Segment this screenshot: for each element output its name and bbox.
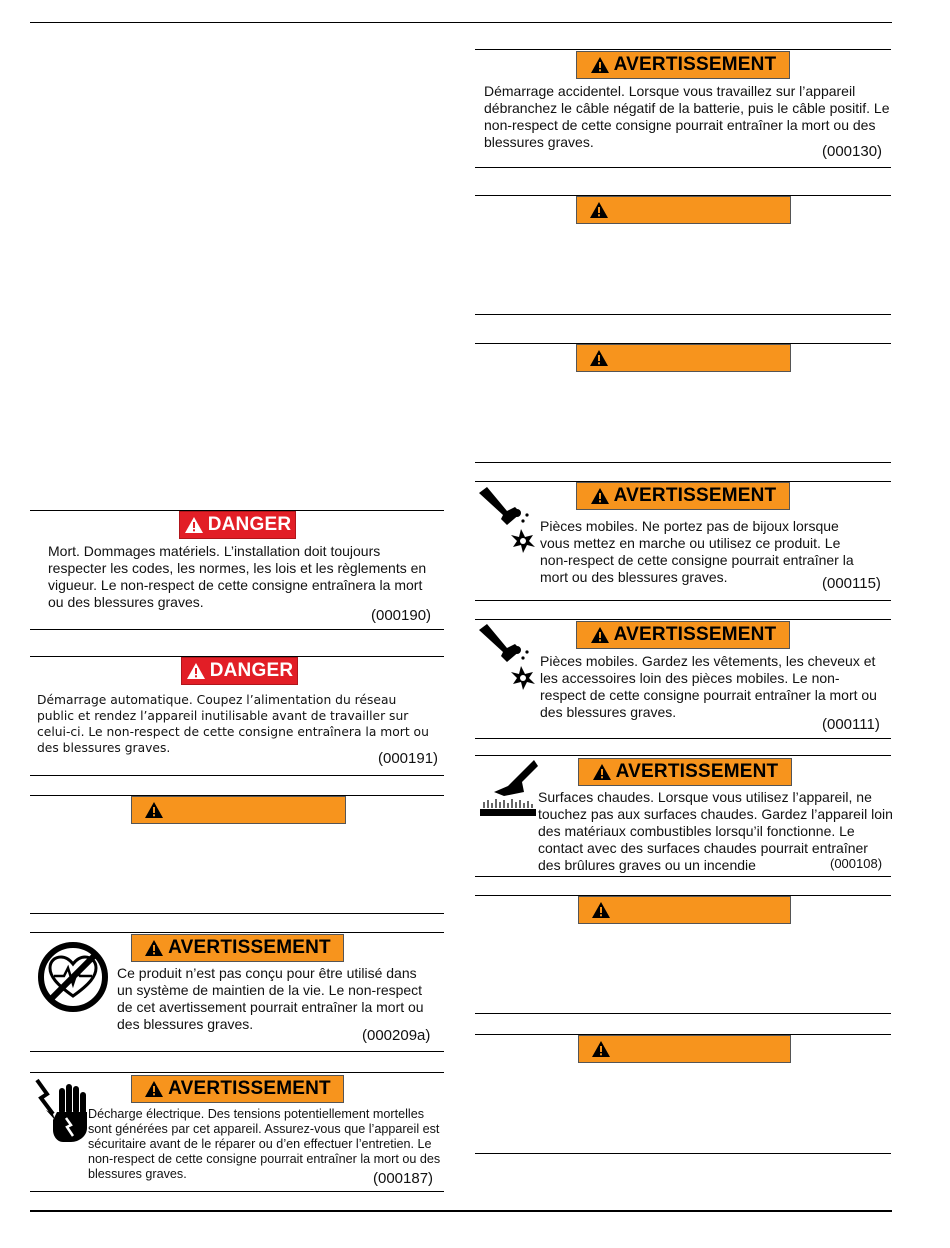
warning-banner xyxy=(576,621,790,649)
electric-bottom-rule xyxy=(30,1191,444,1192)
empty-warning-bottom-rule xyxy=(475,1153,891,1154)
hot-surface-hand-icon xyxy=(478,758,538,825)
life-support-top-rule xyxy=(30,932,444,933)
warning-banner xyxy=(576,51,790,79)
life-support-text: Ce produit n’est pas conçu pour être utilisé dans un système de maintien de la vie. Le non-respect de cet avertissement pourrait entraîner la mort ou des blessures graves. xyxy=(117,965,424,1032)
warning-triangle-icon xyxy=(144,939,164,957)
bottom-rule xyxy=(30,1210,892,1212)
empty-warning-banner xyxy=(576,344,791,372)
top-rule xyxy=(30,22,892,23)
clothing-bottom-rule xyxy=(475,738,891,739)
warning-triangle-icon xyxy=(589,349,609,367)
electric-text: Décharge électrique. Des tensions potentiellement mortelles sont générées par cet appareil. Assurez-vous que l’appareil est sécuritaire avant de le réparer ou d’en effectuer l’entretien. Le non-respect de cette consigne pourrait entraîner la mort ou des blessures graves. xyxy=(88,1107,441,1181)
electric-shock-hand-icon xyxy=(33,1076,89,1151)
empty-warning-bottom-rule xyxy=(30,913,444,914)
warning-label: AVERTISSEMENT xyxy=(615,761,779,782)
danger2-bottom-rule xyxy=(30,775,444,776)
hot-top-rule xyxy=(475,755,891,756)
warning-triangle-icon xyxy=(144,1080,164,1098)
life-support-bottom-rule xyxy=(30,1051,444,1052)
warning-triangle-icon xyxy=(589,201,609,219)
danger1-bottom-rule xyxy=(30,629,444,630)
warning-banner xyxy=(131,934,344,962)
empty-warning-banner xyxy=(576,196,791,224)
moving-parts-hand-icon xyxy=(477,622,541,699)
electric-top-rule xyxy=(30,1072,444,1073)
no-life-support-icon xyxy=(36,940,110,1019)
startup-text: Démarrage accidentel. Lorsque vous travaillez sur l’appareil débranchez le câble négatif de la batterie, puis le câble positif. Le non-respect de cette consigne pourrait entraîner la mort ou des blessures graves. xyxy=(484,83,890,150)
clothing-text: Pièces mobiles. Gardez les vêtements, les cheveux et les accessoires loin des pièces mobiles. Le non-respect de cette consigne pourrait entraîner la mort ou des blessures graves. xyxy=(540,653,877,720)
startup-code: (000130) xyxy=(822,143,883,160)
startup-bottom-rule xyxy=(475,167,891,168)
warning-label: AVERTISSEMENT xyxy=(613,485,777,506)
warning-label: AVERTISSEMENT xyxy=(613,624,777,645)
startup-top-rule xyxy=(475,49,891,50)
warning-triangle-icon xyxy=(591,901,611,919)
empty-warning-banner xyxy=(131,796,346,824)
warning-triangle-icon xyxy=(144,801,164,819)
warning-triangle-icon xyxy=(590,626,610,644)
warning-banner xyxy=(131,1075,344,1103)
danger-label: DANGER xyxy=(207,514,292,535)
danger1-code: (000190) xyxy=(371,607,432,624)
moving-parts-hand-icon xyxy=(477,485,541,562)
jewelry-text: Pièces mobiles. Ne portez pas de bijoux lorsque vous mettez en marche ou utilisez ce produit. Le non-respect de cette consigne pourrait entraîner la mort ou des blessures graves. xyxy=(540,518,854,585)
jewelry-bottom-rule xyxy=(475,600,891,601)
warning-triangle-icon xyxy=(590,56,610,74)
warning-triangle-icon xyxy=(591,1040,611,1058)
electric-code: (000187) xyxy=(373,1170,434,1187)
danger-label: DANGER xyxy=(209,660,294,681)
hot-bottom-rule xyxy=(475,876,891,877)
hot-text: Surfaces chaudes. Lorsque vous utilisez l’appareil, ne touchez pas aux surfaces chaudes. Gardez l’appareil loin des matériaux combustibles lorsqu’il fonctionne. Le contact avec des surfaces chaudes pourrait entraîner des brûlures graves ou un incendie xyxy=(538,789,893,873)
warning-banner xyxy=(578,758,792,786)
empty-warning-bottom-rule xyxy=(475,462,891,463)
danger2-text: Démarrage automatique. Coupez l’alimentation du réseau public et rendez l’appareil inutilisable avant de travailler sur celui-ci. Le non-respect de cette consigne entraînera la mort ou des blessures graves. xyxy=(37,693,429,755)
danger-banner xyxy=(181,657,298,685)
warning-triangle-icon xyxy=(592,763,612,781)
empty-warning-bottom-rule xyxy=(475,314,891,315)
danger1-text: Mort. Dommages matériels. L’installation doit toujours respecter les codes, les normes, les lois et les règlements en vigueur. Le non-respect de cette consigne entraînera la mort ou des blessures graves. xyxy=(48,543,427,610)
empty-warning-banner xyxy=(578,896,791,924)
jewelry-code: (000115) xyxy=(822,575,881,592)
clothing-code: (000111) xyxy=(822,716,880,733)
life-support-code: (000209a) xyxy=(362,1027,431,1044)
warning-banner xyxy=(576,482,790,510)
warning-triangle-icon xyxy=(186,662,206,680)
warning-triangle-icon xyxy=(590,487,610,505)
empty-warning-banner xyxy=(578,1035,791,1063)
warning-label: AVERTISSEMENT xyxy=(168,1078,331,1099)
danger-banner xyxy=(179,511,296,539)
clothing-top-rule xyxy=(475,619,891,620)
hot-code: (000108) xyxy=(830,856,883,871)
warning-label: AVERTISSEMENT xyxy=(613,54,777,75)
warning-triangle-icon xyxy=(184,516,204,534)
danger2-code: (000191) xyxy=(378,750,439,767)
empty-warning-bottom-rule xyxy=(475,1013,891,1014)
warning-label: AVERTISSEMENT xyxy=(168,937,331,958)
